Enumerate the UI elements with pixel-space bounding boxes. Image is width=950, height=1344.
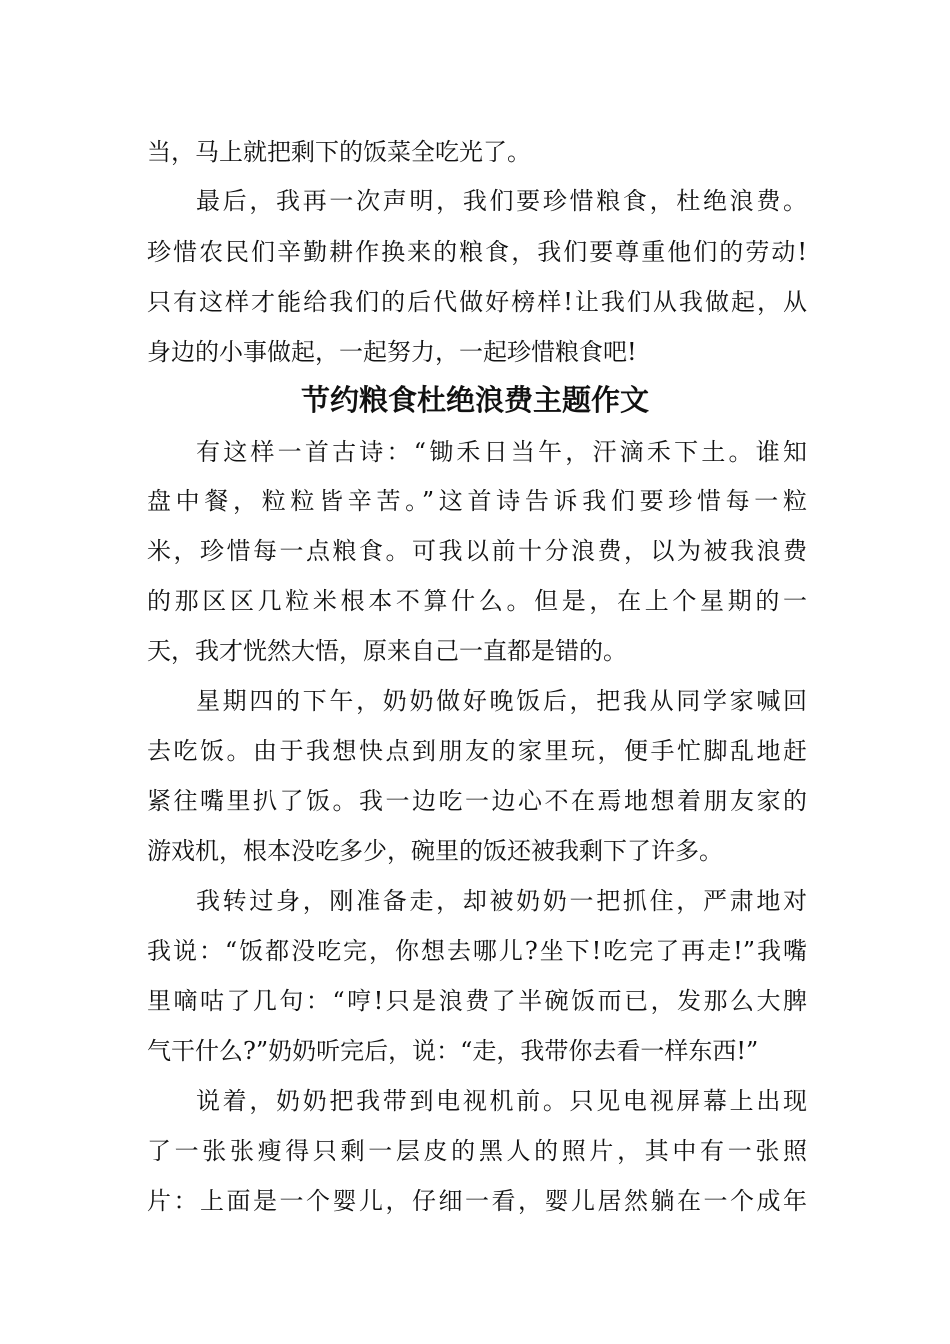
- body-line: 身边的小事做起，一起努力，一起珍惜粮食吧!: [147, 338, 637, 366]
- essay-title: 节约粮食杜绝浪费主题作文: [300, 383, 649, 417]
- body-line: 气干什么?”奶奶听完后，说：“走，我带你去看一样东西!”: [147, 1037, 759, 1065]
- body-line: 当，马上就把剩下的饭菜全吃光了。: [147, 138, 531, 166]
- body-line: 游戏机，根本没吃多少，碗里的饭还被我剩下了许多。: [147, 837, 723, 865]
- body-line: 有这样一首古诗：“锄禾日当午，汗滴禾下土。谁知: [196, 438, 807, 466]
- body-line: 我说：“饭都没吃完，你想去哪儿?坐下!吃完了再走!”我嘴: [147, 937, 807, 965]
- body-line: 只有这样才能给我们的后代做好榜样!让我们从我做起，从: [147, 288, 807, 316]
- body-line: 星期四的下午，奶奶做好晚饭后，把我从同学家喊回: [196, 687, 807, 715]
- body-line: 米，珍惜每一点粮食。可我以前十分浪费，以为被我浪费: [147, 537, 807, 565]
- body-line: 去吃饭。由于我想快点到朋友的家里玩，便手忙脚乱地赶: [147, 737, 807, 765]
- body-line: 我转过身，刚准备走，却被奶奶一把抓住，严肃地对: [196, 887, 807, 915]
- body-line: 珍惜农民们辛勤耕作换来的粮食，我们要尊重他们的劳动!: [147, 238, 807, 266]
- body-line: 紧往嘴里扒了饭。我一边吃一边心不在焉地想着朋友家的: [147, 787, 807, 815]
- body-line: 的那区区几粒米根本不算什么。但是，在上个星期的一: [147, 587, 807, 615]
- body-line: 说着，奶奶把我带到电视机前。只见电视屏幕上出现: [196, 1087, 807, 1115]
- body-line: 天，我才恍然大悟，原来自己一直都是错的。: [147, 637, 627, 665]
- body-line: 最后，我再一次声明，我们要珍惜粮食，杜绝浪费。: [196, 187, 807, 215]
- body-line: 盘中餐，粒粒皆辛苦。”这首诗告诉我们要珍惜每一粒: [147, 487, 807, 515]
- body-line: 片：上面是一个婴儿，仔细一看，婴儿居然躺在一个成年: [147, 1187, 807, 1215]
- body-line: 里嘀咕了几句：“哼!只是浪费了半碗饭而已，发那么大脾: [147, 987, 807, 1015]
- body-line: 了一张张瘦得只剩一层皮的黑人的照片，其中有一张照: [147, 1137, 807, 1165]
